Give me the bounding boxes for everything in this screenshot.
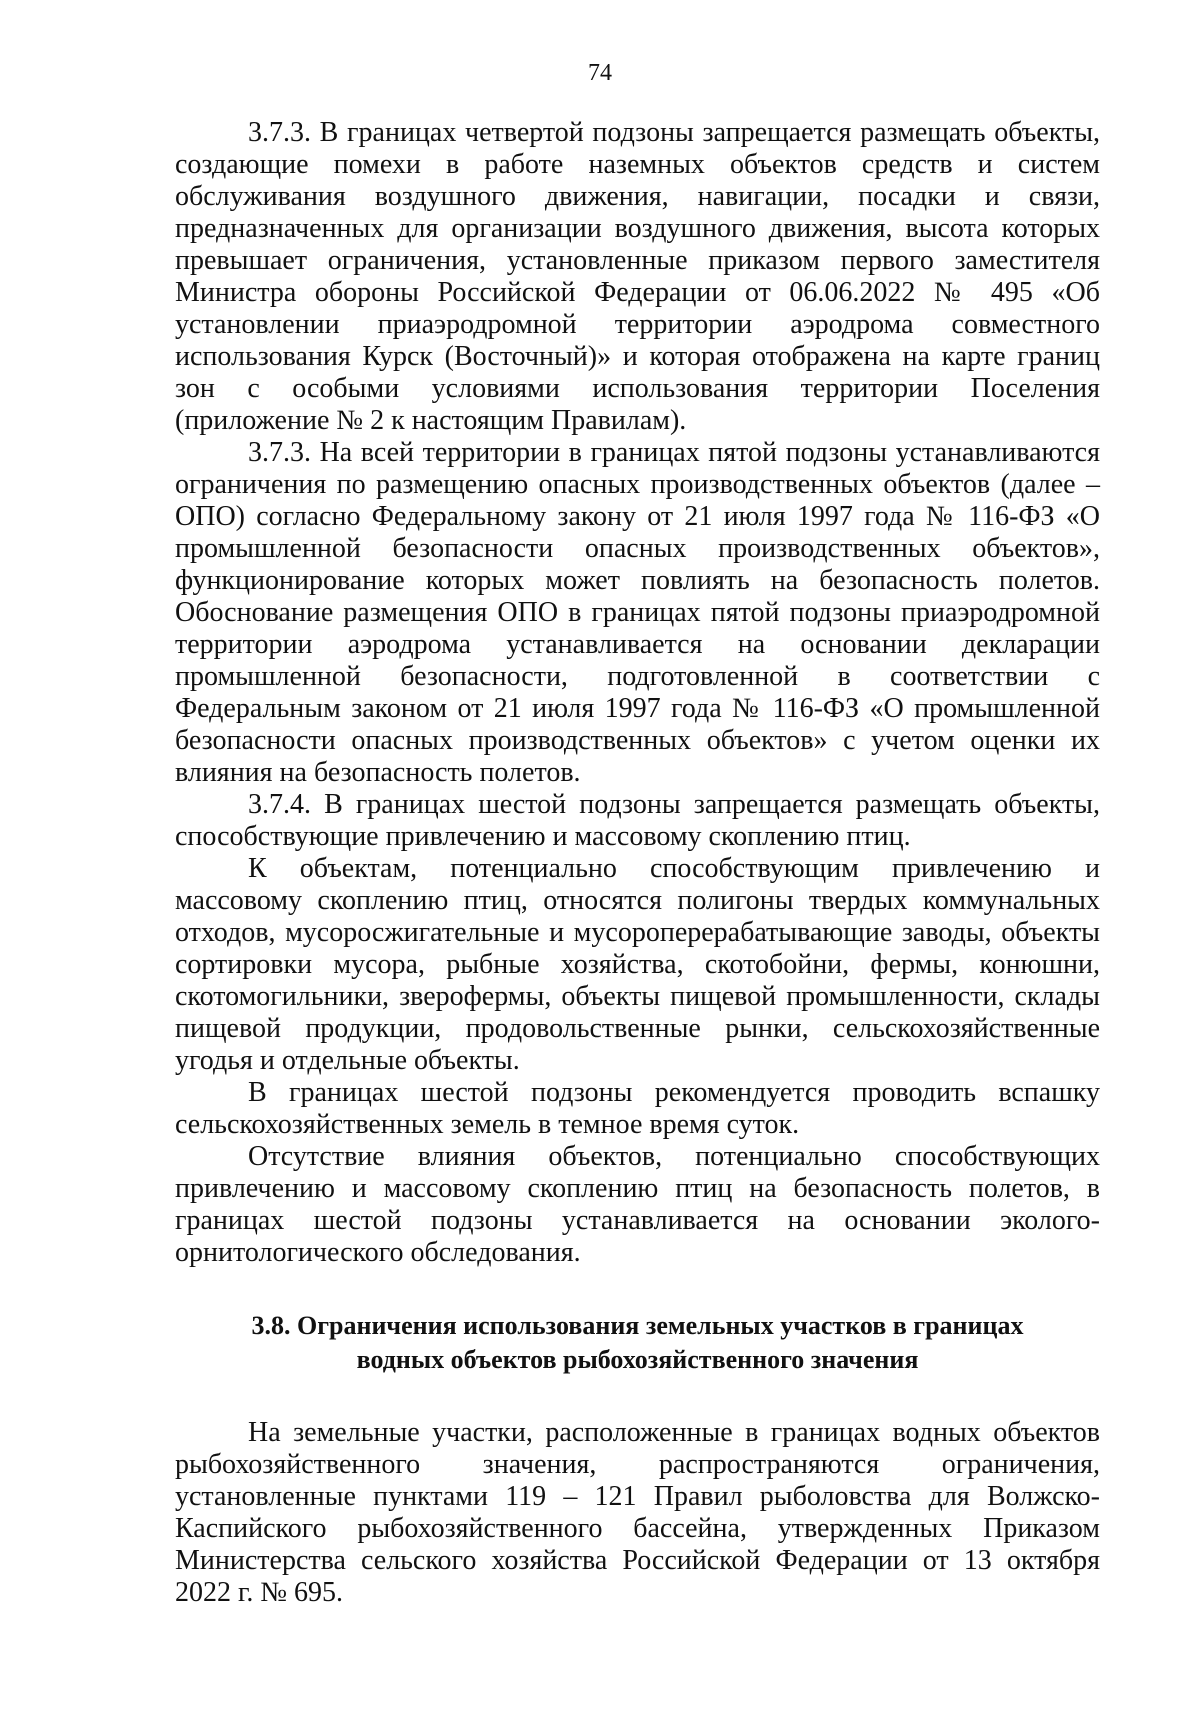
page-number: 74 — [588, 60, 612, 86]
section-heading-3-8 — [175, 1309, 1100, 1377]
paragraph-3-7-4-sixth-subzone: 3.7.4. В границах шестой подзоны запрещается размещать объекты, способствующие привлечению и массовому скоплению птиц. — [175, 789, 1100, 852]
section-heading-line-1: 3.8. Ограничения использования земельных участков в границах — [251, 1311, 1024, 1340]
paragraph-ornithological-survey: Отсутствие влияния объектов, потенциально способствующих привлечению и массовому скоплению птиц на безопасность полетов, в границах шестой подзоны устанавливается на основании эколого-орнитологического обследования. — [175, 1141, 1100, 1268]
paragraph-3-7-3-fifth-subzone: 3.7.3. На всей территории в границах пятой подзоны устанавливаются ограничения по размещению опасных производственных объектов (далее – ОПО) согласно Федеральному закону от 21 июля 1997 года № 116-ФЗ «О промышленной безопасности опасных производственных объектов», функционирование которых может повлиять на безопасность полетов. Обоснование размещения ОПО в границах пятой подзоны приаэродромной территории аэродрома устанавливается на основании декларации промышленной безопасности, подготовленной в соответствии с Федеральным законом от 21 июля 1997 года № 116-ФЗ «О промышленной безопасности опасных производственных объектов» с учетом оценки их влияния на безопасность полетов. — [175, 437, 1100, 788]
paragraph-3-7-3-fourth-subzone: 3.7.3. В границах четвертой подзоны запрещается размещать объекты, создающие помехи в работе наземных объектов средств и систем обслуживания воздушного движения, навигации, посадки и связи, предназначенных для организации воздушного движения, высота которых превышает ограничения, установленные приказом первого заместителя Министра обороны Российской Федерации от 06.06.2022 № 495 «Об установлении приаэродромной территории аэродрома совместного использования Курск (Восточный)» и которая отображена на карте границ зон с особыми условиями использования территории Поселения (приложение № 2 к настоящим Правилам). — [175, 117, 1100, 436]
paragraph-plowing-recommendation: В границах шестой подзоны рекомендуется проводить вспашку сельскохозяйственных земель в темное время суток. — [175, 1077, 1100, 1140]
paragraph-fishery-water-objects: На земельные участки, расположенные в границах водных объектов рыбохозяйственного значения, распространяются ограничения, установленные пунктами 119 – 121 Правил рыболовства для Волжско-Каспийского рыбохозяйственного бассейна, утвержденных Приказом Министерства сельского хозяйства Российской Федерации от 13 октября 2022 г. № 695. — [175, 1417, 1100, 1608]
document-body — [175, 117, 1100, 1609]
paragraph-bird-attracting-objects: К объектам, потенциально способствующим привлечению и массовому скоплению птиц, относятся полигоны твердых коммунальных отходов, мусоросжигательные и мусороперерабатывающие заводы, объекты сортировки мусора, рыбные хозяйства, скотобойни, фермы, конюшни, скотомогильники, зверофермы, объекты пищевой промышленности, склады пищевой продукции, продовольственные рынки, сельскохозяйственные угодья и отдельные объекты. — [175, 853, 1100, 1076]
section-heading-line-2: водных объектов рыбохозяйственного значения — [356, 1345, 919, 1374]
